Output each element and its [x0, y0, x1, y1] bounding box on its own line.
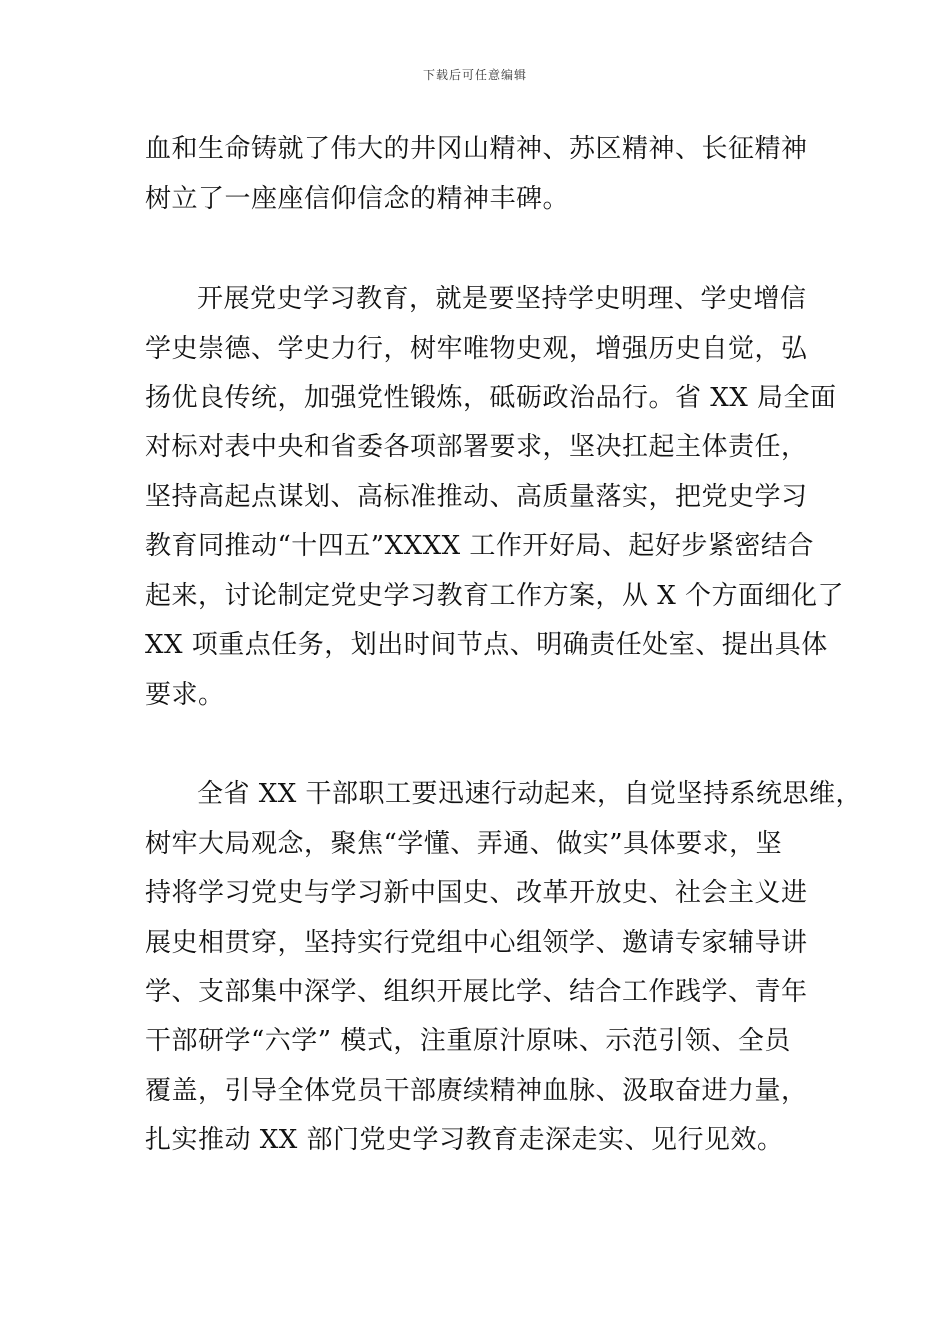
- header-note: 下载后可任意编辑: [422, 68, 527, 82]
- paragraph-3-line-3: 持将学习党史与学习新中国史、改革开放史、社会主义进: [145, 878, 808, 908]
- paragraph-1-line-2: 树立了一座座信仰信念的精神丰碑。: [145, 184, 570, 214]
- paragraph-3-line-2: 树牢大局观念，聚焦“学懂、弄通、做实”具体要求，坚: [145, 829, 783, 859]
- paragraph-2-line-3: 扬优良传统，加强党性锻炼，砥砺政治品行。省 XX 局全面: [145, 383, 837, 413]
- paragraph-3-line-6: 干部研学“六学” 模式，注重原汁原味、示范引领、全员: [145, 1026, 791, 1056]
- paragraph-3-line-1: 全省 XX 干部职工要迅速行动起来，自觉坚持系统思维，: [197, 779, 863, 809]
- paragraph-2-line-2: 学史崇德、学史力行，树牢唯物史观，增强历史自觉，弘: [145, 334, 808, 364]
- paragraph-3-line-5: 学、支部集中深学、组织开展比学、结合工作践学、青年: [145, 977, 808, 1007]
- paragraph-2-line-6: 教育同推动“十四五”XXXX 工作开好局、起好步紧密结合: [145, 531, 814, 561]
- paragraph-3-line-4: 展史相贯穿，坚持实行党组中心组领学、邀请专家辅导讲: [145, 928, 808, 958]
- paragraph-2-line-7: 起来，讨论制定党史学习教育工作方案，从 X 个方面细化了: [145, 581, 845, 611]
- paragraph-3-line-8: 扎实推动 XX 部门党史学习教育走深走实、见行见效。: [145, 1125, 784, 1155]
- paragraph-2-line-4: 对标对表中央和省委各项部署要求，坚决扛起主体责任，: [145, 432, 808, 462]
- paragraph-2-line-9: 要求。: [145, 680, 225, 710]
- paragraph-3-line-7: 覆盖，引导全体党员干部赓续精神血脉、汲取奋进力量，: [145, 1076, 808, 1106]
- paragraph-2-line-8: XX 项重点任务，划出时间节点、明确责任处室、提出具体: [145, 630, 828, 660]
- paragraph-2-line-1: 开展党史学习教育，就是要坚持学史明理、学史增信: [197, 284, 807, 314]
- paragraph-2-line-5: 坚持高起点谋划、高标准推动、高质量落实，把党史学习: [145, 482, 808, 512]
- paragraph-1-line-1: 血和生命铸就了伟大的井冈山精神、苏区精神、长征精神: [145, 134, 808, 164]
